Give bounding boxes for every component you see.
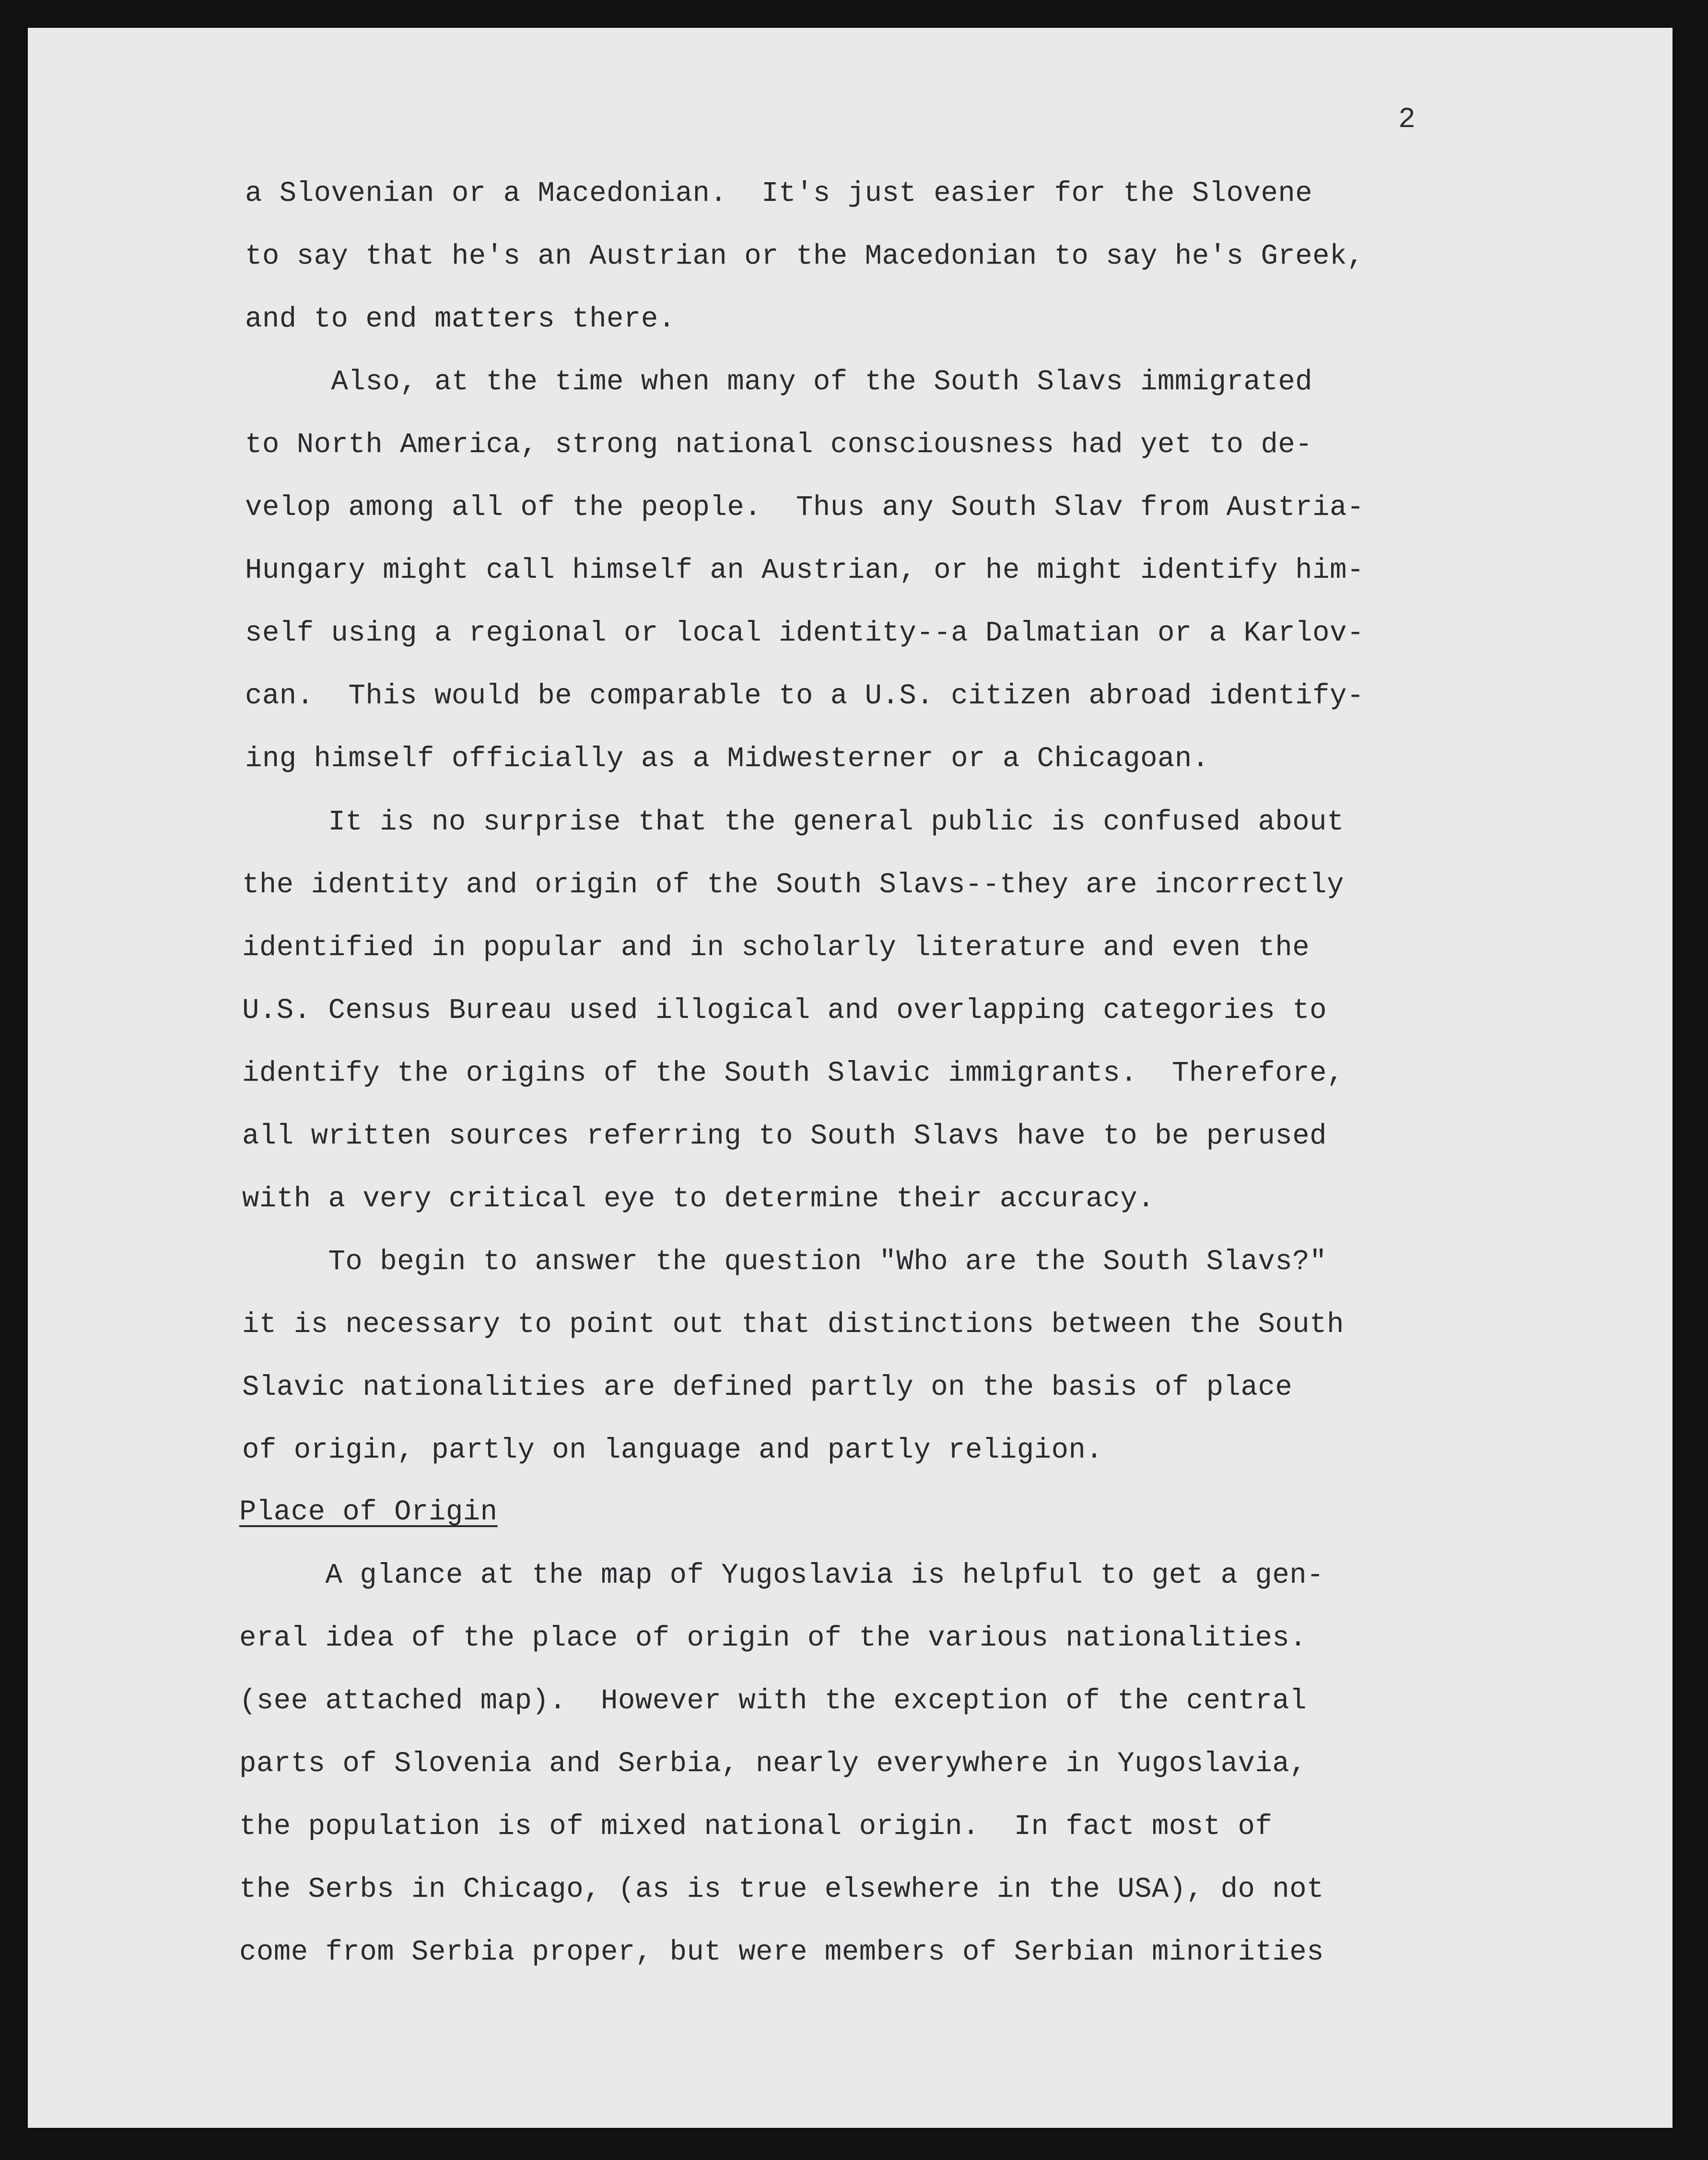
text-line: (see attached map). However with the exception of the central: [239, 1685, 1307, 1717]
page-number: 2: [1398, 104, 1416, 136]
text-line: ing himself officially as a Midwesterner or a Chicagoan.: [245, 743, 1209, 775]
text-line: identified in popular and in scholarly literature and even the: [242, 932, 1310, 964]
text-line: It is no surprise that the general public is confused about: [242, 806, 1344, 838]
text-line: come from Serbia proper, but were members of Serbian minorities: [239, 1936, 1324, 1968]
text-line: a Slovenian or a Macedonian. It's just easier for the Slovene: [245, 177, 1313, 210]
text-line: it is necessary to point out that distinctions between the South: [242, 1308, 1344, 1341]
text-line: the population is of mixed national origin. In fact most of: [239, 1810, 1273, 1843]
text-line: all written sources referring to South Slavs have to be perused: [242, 1120, 1327, 1152]
text-line: Slavic nationalities are defined partly on the basis of place: [242, 1371, 1293, 1403]
text-line: velop among all of the people. Thus any South Slav from Austria-: [245, 491, 1364, 524]
text-line: and to end matters there.: [245, 303, 676, 335]
section-heading: Place of Origin: [239, 1496, 498, 1528]
text-line: the identity and origin of the South Slavs--they are incorrectly: [242, 869, 1344, 901]
text-line: To begin to answer the question "Who are the South Slavs?": [242, 1246, 1327, 1278]
text-line: to North America, strong national consciousness had yet to de-: [245, 429, 1313, 461]
text-line: to say that he's an Austrian or the Macedonian to say he's Greek,: [245, 240, 1364, 272]
text-line: identify the origins of the South Slavic immigrants. Therefore,: [242, 1057, 1344, 1089]
body-text: [28, 28, 1673, 2128]
text-line: A glance at the map of Yugoslavia is helpful to get a gen-: [239, 1559, 1324, 1591]
text-line: self using a regional or local identity--a Dalmatian or a Karlov-: [245, 617, 1364, 649]
text-line: parts of Slovenia and Serbia, nearly everywhere in Yugoslavia,: [239, 1748, 1307, 1780]
text-line: U.S. Census Bureau used illogical and overlapping categories to: [242, 994, 1327, 1027]
text-line: Also, at the time when many of the South Slavs immigrated: [245, 366, 1313, 398]
text-line: with a very critical eye to determine their accuracy.: [242, 1183, 1155, 1215]
text-line: of origin, partly on language and partly religion.: [242, 1434, 1103, 1466]
text-line: can. This would be comparable to a U.S. citizen abroad identify-: [245, 680, 1364, 712]
text-line: the Serbs in Chicago, (as is true elsewhere in the USA), do not: [239, 1873, 1324, 1905]
document-page: [28, 28, 1673, 2128]
text-line: eral idea of the place of origin of the various nationalities.: [239, 1622, 1307, 1654]
text-line: Hungary might call himself an Austrian, or he might identify him-: [245, 554, 1364, 586]
